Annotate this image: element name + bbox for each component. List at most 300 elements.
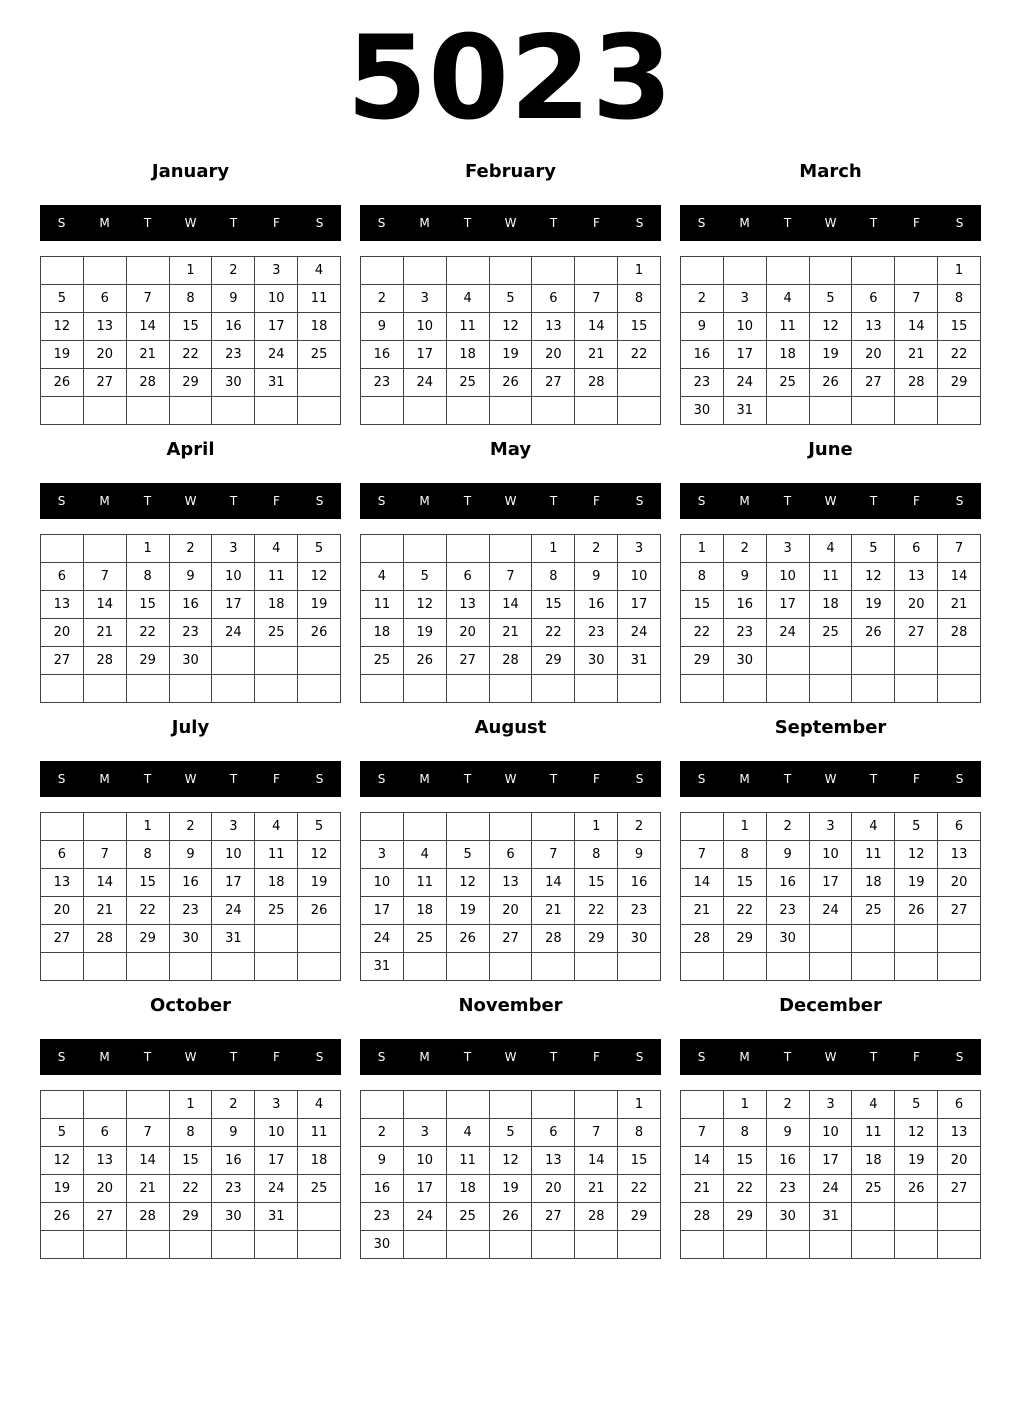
empty-cell: [298, 397, 341, 425]
day-cell: 11: [404, 869, 447, 897]
weekday-label: T: [549, 216, 558, 230]
day-cell: 14: [575, 313, 618, 341]
day-cell: 18: [447, 341, 490, 369]
day-cell: 2: [767, 813, 810, 841]
empty-cell: [41, 1231, 84, 1259]
weekday-label: M: [419, 772, 430, 786]
day-cell: 29: [938, 369, 981, 397]
day-cell: 8: [938, 285, 981, 313]
weekday-label: F: [593, 494, 600, 508]
empty-cell: [84, 953, 127, 981]
day-cell: 4: [767, 285, 810, 313]
day-cell: 9: [361, 1147, 404, 1175]
day-cell: 14: [127, 1147, 170, 1175]
weekday-header: [40, 205, 341, 241]
day-cell: 18: [361, 619, 404, 647]
empty-cell: [681, 953, 724, 981]
day-cell: 20: [84, 1175, 127, 1203]
day-cell: 7: [938, 535, 981, 563]
day-cell: 6: [938, 813, 981, 841]
weekday-label: S: [955, 216, 964, 230]
day-cell: 2: [681, 285, 724, 313]
day-cell: 18: [255, 591, 298, 619]
empty-cell: [298, 1203, 341, 1231]
day-cell: 14: [84, 869, 127, 897]
month-name: November: [458, 995, 563, 1016]
day-cell: 9: [170, 841, 213, 869]
day-cell: 16: [681, 341, 724, 369]
weekday-label: T: [143, 772, 152, 786]
weekday-label: S: [697, 216, 706, 230]
empty-cell: [41, 953, 84, 981]
empty-cell: [895, 925, 938, 953]
day-cell: 9: [767, 1119, 810, 1147]
empty-cell: [41, 397, 84, 425]
day-cell: 22: [938, 341, 981, 369]
day-cell: 18: [767, 341, 810, 369]
day-cell: 25: [255, 619, 298, 647]
empty-cell: [852, 397, 895, 425]
weekday-label: F: [913, 494, 920, 508]
day-cell: 11: [361, 591, 404, 619]
empty-cell: [490, 953, 533, 981]
day-cell: 17: [361, 897, 404, 925]
day-cell: 20: [532, 1175, 575, 1203]
empty-cell: [938, 953, 981, 981]
weekday-label: F: [913, 772, 920, 786]
empty-cell: [852, 1231, 895, 1259]
empty-cell: [938, 1203, 981, 1231]
empty-cell: [938, 925, 981, 953]
weekday-label: F: [593, 216, 600, 230]
weekday-label: W: [504, 772, 517, 786]
weekday-label: T: [229, 216, 238, 230]
day-grid: [680, 534, 981, 703]
day-cell: 13: [41, 869, 84, 897]
day-cell: 5: [404, 563, 447, 591]
day-cell: 24: [618, 619, 661, 647]
day-cell: 6: [938, 1091, 981, 1119]
day-cell: 14: [127, 313, 170, 341]
empty-cell: [618, 397, 661, 425]
day-cell: 1: [575, 813, 618, 841]
day-cell: 21: [490, 619, 533, 647]
weekday-label: S: [377, 1050, 386, 1064]
day-cell: 4: [298, 1091, 341, 1119]
day-cell: 15: [618, 313, 661, 341]
day-cell: 1: [532, 535, 575, 563]
day-cell: 29: [575, 925, 618, 953]
empty-cell: [618, 675, 661, 703]
empty-cell: [361, 257, 404, 285]
empty-cell: [170, 1231, 213, 1259]
day-cell: 8: [724, 841, 767, 869]
day-cell: 20: [41, 897, 84, 925]
day-cell: 10: [810, 841, 853, 869]
day-cell: 4: [852, 1091, 895, 1119]
day-cell: 2: [170, 535, 213, 563]
day-cell: 18: [810, 591, 853, 619]
day-cell: 27: [490, 925, 533, 953]
day-cell: 26: [490, 369, 533, 397]
empty-cell: [170, 953, 213, 981]
weekday-header: [680, 1039, 981, 1075]
empty-cell: [810, 1231, 853, 1259]
weekday-label: T: [869, 216, 878, 230]
weekday-label: T: [143, 494, 152, 508]
day-cell: 12: [895, 1119, 938, 1147]
empty-cell: [938, 675, 981, 703]
day-cell: 10: [255, 285, 298, 313]
day-cell: 3: [212, 813, 255, 841]
weekday-label: F: [913, 216, 920, 230]
day-cell: 2: [361, 285, 404, 313]
day-cell: 18: [447, 1175, 490, 1203]
weekday-label: S: [315, 772, 324, 786]
empty-cell: [127, 257, 170, 285]
day-cell: 17: [767, 591, 810, 619]
empty-cell: [298, 953, 341, 981]
day-cell: 26: [298, 897, 341, 925]
day-cell: 19: [298, 869, 341, 897]
day-cell: 10: [255, 1119, 298, 1147]
day-cell: 24: [212, 897, 255, 925]
empty-cell: [127, 1091, 170, 1119]
day-cell: 5: [895, 1091, 938, 1119]
weekday-label: S: [955, 772, 964, 786]
day-cell: 8: [681, 563, 724, 591]
day-cell: 28: [127, 369, 170, 397]
day-cell: 25: [255, 897, 298, 925]
empty-cell: [724, 1231, 767, 1259]
month-name: December: [779, 995, 882, 1016]
month-name: September: [774, 717, 887, 738]
day-cell: 8: [575, 841, 618, 869]
empty-cell: [681, 1091, 724, 1119]
day-grid: [360, 256, 661, 425]
empty-cell: [84, 675, 127, 703]
weekday-label: W: [824, 1050, 837, 1064]
day-cell: 15: [170, 313, 213, 341]
weekday-label: M: [419, 494, 430, 508]
day-cell: 23: [361, 369, 404, 397]
weekday-label: M: [99, 494, 110, 508]
day-grid: [40, 534, 341, 703]
day-cell: 25: [852, 1175, 895, 1203]
empty-cell: [724, 953, 767, 981]
empty-cell: [532, 675, 575, 703]
empty-cell: [361, 1091, 404, 1119]
day-grid: [40, 1090, 341, 1259]
day-grid: [680, 1090, 981, 1259]
day-cell: 1: [170, 1091, 213, 1119]
day-cell: 10: [212, 841, 255, 869]
empty-cell: [490, 813, 533, 841]
empty-cell: [447, 1091, 490, 1119]
day-cell: 11: [447, 1147, 490, 1175]
weekday-label: F: [913, 1050, 920, 1064]
day-cell: 28: [681, 925, 724, 953]
weekday-label: T: [549, 772, 558, 786]
day-cell: 16: [361, 1175, 404, 1203]
day-cell: 19: [41, 1175, 84, 1203]
day-cell: 26: [852, 619, 895, 647]
day-cell: 23: [724, 619, 767, 647]
day-cell: 20: [938, 869, 981, 897]
day-cell: 8: [618, 1119, 661, 1147]
empty-cell: [255, 953, 298, 981]
empty-cell: [895, 1203, 938, 1231]
day-cell: 22: [618, 1175, 661, 1203]
day-cell: 2: [212, 1091, 255, 1119]
empty-cell: [361, 535, 404, 563]
weekday-label: M: [739, 772, 750, 786]
day-cell: 15: [618, 1147, 661, 1175]
weekday-label: S: [635, 494, 644, 508]
day-cell: 29: [170, 1203, 213, 1231]
day-cell: 22: [127, 619, 170, 647]
empty-cell: [255, 647, 298, 675]
weekday-label: M: [419, 216, 430, 230]
day-cell: 30: [575, 647, 618, 675]
weekday-label: W: [824, 772, 837, 786]
weekday-header: [360, 205, 661, 241]
day-cell: 16: [212, 1147, 255, 1175]
weekday-header: [360, 761, 661, 797]
empty-cell: [404, 1231, 447, 1259]
day-cell: 30: [618, 925, 661, 953]
day-cell: 1: [724, 1091, 767, 1119]
day-cell: 23: [361, 1203, 404, 1231]
weekday-label: S: [697, 494, 706, 508]
day-cell: 15: [575, 869, 618, 897]
weekday-label: S: [57, 772, 66, 786]
day-cell: 10: [361, 869, 404, 897]
day-cell: 10: [724, 313, 767, 341]
month-name: October: [150, 995, 231, 1016]
empty-cell: [361, 675, 404, 703]
empty-cell: [212, 675, 255, 703]
empty-cell: [618, 369, 661, 397]
empty-cell: [490, 257, 533, 285]
empty-cell: [895, 397, 938, 425]
empty-cell: [532, 397, 575, 425]
day-cell: 22: [170, 341, 213, 369]
day-cell: 27: [895, 619, 938, 647]
empty-cell: [447, 535, 490, 563]
empty-cell: [41, 1091, 84, 1119]
day-cell: 17: [724, 341, 767, 369]
empty-cell: [767, 675, 810, 703]
empty-cell: [767, 397, 810, 425]
day-cell: 5: [810, 285, 853, 313]
day-cell: 20: [84, 341, 127, 369]
day-cell: 3: [767, 535, 810, 563]
weekday-label: S: [635, 216, 644, 230]
day-cell: 30: [767, 1203, 810, 1231]
day-cell: 13: [852, 313, 895, 341]
weekday-label: T: [143, 1050, 152, 1064]
day-cell: 25: [298, 341, 341, 369]
day-cell: 5: [447, 841, 490, 869]
day-cell: 1: [938, 257, 981, 285]
day-cell: 29: [127, 925, 170, 953]
empty-cell: [41, 257, 84, 285]
empty-cell: [618, 953, 661, 981]
day-cell: 15: [532, 591, 575, 619]
day-cell: 11: [852, 1119, 895, 1147]
weekday-header: [360, 1039, 661, 1075]
day-cell: 23: [681, 369, 724, 397]
empty-cell: [895, 1231, 938, 1259]
day-cell: 22: [170, 1175, 213, 1203]
weekday-header: [680, 761, 981, 797]
day-cell: 23: [767, 1175, 810, 1203]
day-cell: 24: [810, 1175, 853, 1203]
day-cell: 19: [447, 897, 490, 925]
day-cell: 20: [490, 897, 533, 925]
empty-cell: [404, 1091, 447, 1119]
day-cell: 14: [681, 869, 724, 897]
weekday-label: T: [143, 216, 152, 230]
weekday-label: W: [184, 1050, 197, 1064]
day-cell: 27: [41, 647, 84, 675]
empty-cell: [255, 675, 298, 703]
day-cell: 13: [84, 1147, 127, 1175]
day-cell: 14: [532, 869, 575, 897]
day-cell: 21: [127, 1175, 170, 1203]
empty-cell: [852, 647, 895, 675]
weekday-label: T: [463, 772, 472, 786]
day-cell: 30: [681, 397, 724, 425]
day-cell: 25: [298, 1175, 341, 1203]
day-cell: 26: [810, 369, 853, 397]
day-cell: 16: [575, 591, 618, 619]
empty-cell: [681, 813, 724, 841]
day-cell: 24: [361, 925, 404, 953]
day-cell: 5: [490, 285, 533, 313]
day-cell: 7: [127, 1119, 170, 1147]
day-cell: 17: [618, 591, 661, 619]
day-cell: 28: [681, 1203, 724, 1231]
day-cell: 21: [575, 1175, 618, 1203]
day-cell: 15: [724, 1147, 767, 1175]
day-cell: 12: [298, 563, 341, 591]
empty-cell: [490, 535, 533, 563]
empty-cell: [298, 925, 341, 953]
day-cell: 26: [895, 1175, 938, 1203]
empty-cell: [852, 925, 895, 953]
weekday-label: T: [229, 494, 238, 508]
day-cell: 26: [895, 897, 938, 925]
day-cell: 29: [724, 925, 767, 953]
empty-cell: [532, 1231, 575, 1259]
empty-cell: [810, 953, 853, 981]
day-cell: 11: [447, 313, 490, 341]
empty-cell: [810, 397, 853, 425]
day-cell: 7: [490, 563, 533, 591]
day-cell: 21: [127, 341, 170, 369]
day-cell: 13: [532, 313, 575, 341]
day-cell: 24: [255, 1175, 298, 1203]
weekday-header: [40, 483, 341, 519]
empty-cell: [938, 647, 981, 675]
day-cell: 20: [532, 341, 575, 369]
weekday-label: S: [955, 1050, 964, 1064]
day-cell: 7: [532, 841, 575, 869]
empty-cell: [810, 675, 853, 703]
weekday-header: [360, 483, 661, 519]
empty-cell: [852, 257, 895, 285]
day-cell: 8: [127, 563, 170, 591]
day-cell: 23: [767, 897, 810, 925]
day-cell: 3: [212, 535, 255, 563]
empty-cell: [895, 647, 938, 675]
empty-cell: [681, 675, 724, 703]
weekday-label: T: [869, 772, 878, 786]
day-cell: 22: [724, 1175, 767, 1203]
empty-cell: [895, 675, 938, 703]
day-grid: [360, 1090, 661, 1259]
day-cell: 27: [852, 369, 895, 397]
day-grid: [40, 256, 341, 425]
day-cell: 3: [618, 535, 661, 563]
day-cell: 1: [170, 257, 213, 285]
day-cell: 28: [84, 647, 127, 675]
day-cell: 27: [447, 647, 490, 675]
day-cell: 16: [724, 591, 767, 619]
empty-cell: [127, 675, 170, 703]
day-cell: 9: [361, 313, 404, 341]
empty-cell: [575, 953, 618, 981]
weekday-label: T: [463, 1050, 472, 1064]
day-cell: 6: [84, 1119, 127, 1147]
weekday-label: W: [184, 772, 197, 786]
empty-cell: [681, 1231, 724, 1259]
day-cell: 1: [127, 535, 170, 563]
day-cell: 8: [724, 1119, 767, 1147]
day-cell: 12: [404, 591, 447, 619]
day-cell: 14: [895, 313, 938, 341]
weekday-label: F: [593, 772, 600, 786]
weekday-label: M: [739, 1050, 750, 1064]
weekday-label: T: [783, 216, 792, 230]
day-cell: 28: [938, 619, 981, 647]
empty-cell: [938, 1231, 981, 1259]
day-cell: 22: [618, 341, 661, 369]
day-cell: 13: [490, 869, 533, 897]
day-cell: 10: [404, 313, 447, 341]
day-cell: 13: [938, 1119, 981, 1147]
day-cell: 27: [532, 1203, 575, 1231]
day-cell: 29: [170, 369, 213, 397]
weekday-label: T: [783, 1050, 792, 1064]
day-cell: 2: [170, 813, 213, 841]
day-cell: 21: [938, 591, 981, 619]
day-cell: 9: [767, 841, 810, 869]
day-cell: 21: [895, 341, 938, 369]
day-cell: 19: [404, 619, 447, 647]
day-cell: 10: [767, 563, 810, 591]
empty-cell: [447, 257, 490, 285]
day-cell: 7: [84, 563, 127, 591]
day-cell: 7: [127, 285, 170, 313]
empty-cell: [618, 1231, 661, 1259]
weekday-label: W: [184, 494, 197, 508]
weekday-label: M: [99, 772, 110, 786]
day-cell: 12: [852, 563, 895, 591]
day-cell: 28: [575, 369, 618, 397]
